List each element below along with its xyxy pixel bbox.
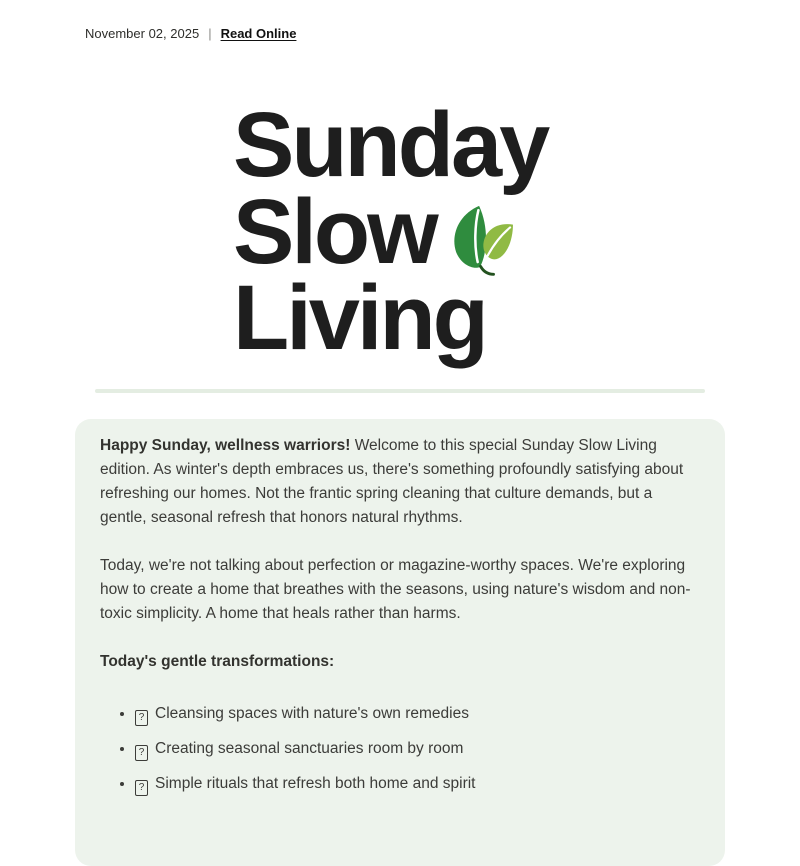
list-item-text: Creating seasonal sanctuaries room by room	[155, 740, 464, 757]
logo-row-slow	[233, 180, 725, 283]
header-separator: |	[208, 26, 212, 41]
list-item	[135, 771, 700, 796]
email-date: November 02, 2025	[85, 26, 200, 41]
logo-line-sunday: Sunday	[233, 94, 548, 196]
intro-card	[75, 419, 725, 866]
greeting-paragraph	[100, 434, 700, 530]
read-online-link[interactable]: Read Online	[220, 26, 297, 41]
list-item	[135, 736, 700, 761]
intro-paragraph: Today, we're not talking about perfection or magazine-worthy spaces. We're exploring how to create a home that breathes with the seasons, using nature's wisdom and non-toxic simplicity. A home that heals rather than harms.	[100, 557, 691, 622]
list-item-text: Simple rituals that refresh both home and spirit	[155, 775, 476, 792]
list-heading: Today's gentle transformations:	[100, 653, 335, 670]
missing-emoji-icon: ?	[135, 780, 148, 796]
email-page	[0, 26, 800, 826]
list-item-text: Cleansing spaces with nature's own remedies	[155, 705, 469, 722]
missing-emoji-icon: ?	[135, 745, 148, 761]
email-header	[85, 26, 725, 41]
greeting-text: Welcome to this special Sunday Slow Living edition. As winter's depth embraces us, there's something profoundly satisfying about refreshing our homes. Not the frantic spring cleaning that culture demands, but a gentle, seasonal refresh that honors natural rhythms.	[100, 437, 684, 526]
greeting-bold: Happy Sunday, wellness warriors!	[100, 437, 351, 454]
missing-emoji-icon: ?	[135, 710, 148, 726]
list-item	[135, 701, 700, 726]
logo-line-slow: Slow	[233, 180, 436, 283]
logo-line-living: Living	[233, 267, 486, 369]
newsletter-logo	[233, 94, 725, 369]
section-divider	[95, 389, 705, 393]
transformations-list	[100, 701, 700, 796]
